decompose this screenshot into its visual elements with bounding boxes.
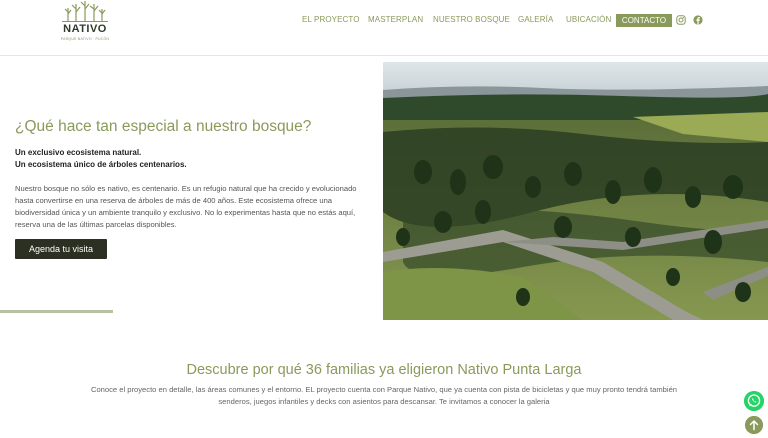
contact-button[interactable]: CONTACTO [616, 14, 672, 27]
section-2-body: Conoce el proyecto en detalle, las áreas comunes y el entorno. EL proyecto cuenta con Parque Nativo, que ya cuenta con pista de bicicletas y que muy pronto tendrá también senderos, juegos infantiles y decks con asientos para descansar. Te invitamos a conocer la galeria [90, 385, 678, 406]
instagram-icon[interactable] [676, 15, 686, 25]
nav-ubicacion[interactable]: UBICACIÓN [566, 15, 612, 24]
trees-logo-icon [62, 0, 108, 22]
nav-masterplan[interactable]: MASTERPLAN [368, 15, 424, 24]
brand-name: NATIVO [63, 23, 107, 35]
section-title: ¿Qué hace tan especial a nuestro bosque? [15, 118, 312, 135]
section-2-title: Descubre por qué 36 familias ya eligieron Nativo Punta Larga [186, 362, 582, 378]
hero-body: Nuestro bosque no sólo es nativo, es centenario. Es un refugio natural que ha crecido y evolucionado hasta convertirse en una reserva de árboles de más de 400 años. Este ecosistema ofrece una biodiversidad única y un ambiente tranquilo y exclusivo. No lo experimentas hasta que no estás aquí, reserva una de las últimas parcelas disponibles. [15, 184, 357, 229]
subtitle-2: Un ecosistema único de árboles centenarios. [15, 160, 187, 169]
nav-el-proyecto[interactable]: EL PROYECTO [302, 15, 360, 24]
brand-logo[interactable] [58, 0, 112, 48]
subtitle-1: Un exclusivo ecosistema natural. [15, 148, 142, 157]
nav-nuestro-bosque[interactable]: NUESTRO BOSQUE [433, 15, 510, 24]
schedule-visit-button[interactable]: Agenda tu visita [15, 239, 107, 259]
accent-divider [0, 310, 113, 313]
aerial-forest-photo [383, 62, 768, 320]
arrow-up-icon[interactable] [745, 416, 763, 434]
site-header [0, 0, 768, 56]
brand-tagline: PARQUE NATIVO · PUCÓN [60, 37, 110, 41]
whatsapp-icon[interactable] [744, 391, 764, 411]
facebook-icon[interactable] [693, 15, 703, 25]
nav-galeria[interactable]: GALERÍA [518, 15, 554, 24]
